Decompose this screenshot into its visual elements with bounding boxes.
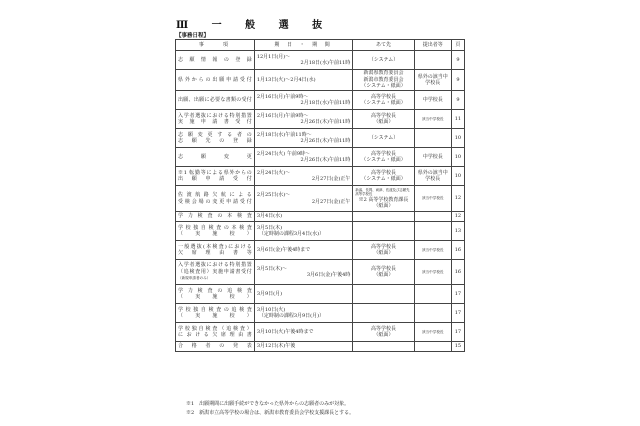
row-page: 10 <box>451 167 464 186</box>
header-destination: あて先 <box>353 40 414 51</box>
row-period <box>254 186 353 212</box>
row-destination-line: （紙面） <box>373 272 394 278</box>
row-period <box>254 129 353 148</box>
row-period-line: （定時制の課程3月4日(水)） <box>258 231 325 237</box>
row-destination <box>353 51 414 70</box>
table-row <box>176 110 465 129</box>
footnote-1: ※1 出願期間に出願手続ができなかった県外からの志願者のみが対象。 <box>186 401 350 407</box>
row-page: 9 <box>451 91 464 110</box>
row-destination <box>353 148 414 167</box>
row-period-line: 2月18日(水)午前11時 <box>300 60 351 66</box>
row-period-line: 2月27日(金)正午 <box>311 176 351 182</box>
row-period <box>254 285 353 304</box>
row-destination-line: 高等学校長 <box>370 325 396 332</box>
table-row <box>176 342 465 352</box>
row-destination-line: （システム・紙面） <box>361 176 406 182</box>
row-item-line: （実施校） <box>178 313 252 319</box>
row-page: 12 <box>451 212 464 222</box>
section-label: 【事務日程】 <box>176 33 210 39</box>
row-item <box>176 212 255 222</box>
row-destination-line: 高等学校長 <box>370 265 396 272</box>
row-period <box>254 51 353 70</box>
row-item-line: 学校独自検査の本検査 <box>178 224 252 231</box>
row-period-line: 3月12日(木)午後 <box>256 343 296 350</box>
row-period-line: 2月26日(木)午前11時 <box>300 119 351 125</box>
row-period-line: 2月16日(月)午前9時～ <box>256 112 309 119</box>
row-period <box>254 91 353 110</box>
row-item-line: 欠席理由書等 <box>178 250 252 256</box>
row-period <box>254 110 353 129</box>
row-page: 10 <box>451 129 464 148</box>
row-period <box>254 241 353 260</box>
row-destination <box>353 323 414 342</box>
row-period-line: 3月6日(金)午後4時 <box>306 272 351 278</box>
header-item: 事 項 <box>176 40 255 51</box>
row-item-line: 佐渡航路欠航による <box>178 192 252 199</box>
row-destination-line: （紙面） <box>373 203 394 210</box>
row-period-line: 1月13日(火)～2月4日(水) <box>256 76 316 83</box>
row-period-line: 2月18日(水)午前11時～ <box>256 131 312 138</box>
row-destination-line: （システム・紙面） <box>361 100 406 106</box>
table-row <box>176 91 465 110</box>
row-item-line: 学校独自検査（追検査） <box>178 325 252 332</box>
table-row <box>176 323 465 342</box>
table-row <box>176 304 465 323</box>
row-destination-line: 新潟市教育委員会 <box>363 76 404 83</box>
row-period-line: 3月10日(火)午後4時まで <box>256 328 314 335</box>
row-destination <box>353 91 414 110</box>
table-row <box>176 241 465 260</box>
row-period <box>254 70 353 91</box>
row-item <box>176 241 255 260</box>
row-submitter <box>414 51 451 70</box>
row-destination <box>353 304 414 323</box>
row-destination-line: （システム・紙面） <box>361 157 406 163</box>
table-row <box>176 148 465 167</box>
row-submitter: 該当中学校長 <box>414 323 451 342</box>
row-destination <box>353 186 414 212</box>
row-item-line: 学力検査の追検査 <box>178 287 252 294</box>
row-item-line: （新規申請者のみ） <box>178 276 211 281</box>
row-item <box>176 70 255 91</box>
row-period <box>254 212 353 222</box>
row-submitter: 中学校長 <box>414 91 451 110</box>
row-period-line: 12月1日(月)～ <box>256 53 291 60</box>
header-period: 期 日 ・ 期 間 <box>254 40 353 51</box>
row-period-line: 2月25日(水)～ <box>256 192 291 199</box>
row-destination-line: 高等学校長 <box>370 169 396 176</box>
row-item <box>176 148 255 167</box>
row-page: 10 <box>451 148 464 167</box>
row-page: 12 <box>451 186 464 212</box>
row-period-line: 3月5日(木)～ <box>256 265 288 272</box>
row-submitter: 県外の該当中学校長 <box>414 167 451 186</box>
row-item <box>176 91 255 110</box>
row-period <box>254 304 353 323</box>
row-item <box>176 186 255 212</box>
row-item-line: （実施校） <box>178 231 252 237</box>
row-submitter: 中学校長 <box>414 148 451 167</box>
row-item <box>176 110 255 129</box>
footnote-2: ※2 新潟市立高等学校の場合は、新潟市教育委員会学校支援課長とする。 <box>186 410 355 416</box>
row-period <box>254 167 353 186</box>
row-item-line: 入学者選抜における特別措置 <box>178 112 252 119</box>
row-item-line: 一般選抜(本検査)における <box>178 243 252 250</box>
row-period <box>254 260 353 285</box>
row-submitter <box>414 285 451 304</box>
row-destination-line: 新潟県教育委員会 <box>363 70 404 77</box>
row-destination-line: （紙面） <box>373 119 394 125</box>
row-destination-line: （紙面） <box>373 250 394 256</box>
row-page: 15 <box>451 342 464 352</box>
row-item-line: における欠席理由書 <box>178 332 252 338</box>
row-item <box>176 129 255 148</box>
row-item <box>176 304 255 323</box>
table-header-row <box>176 40 465 51</box>
row-item-line: 出願申請受付 <box>178 176 252 182</box>
row-destination <box>353 285 414 304</box>
row-item <box>176 167 255 186</box>
table-row <box>176 129 465 148</box>
row-destination <box>353 260 414 285</box>
row-period <box>254 222 353 241</box>
row-period-line: 2月24日(火) 午前9時～ <box>256 150 311 157</box>
section-title: Ⅲ 一 般 選 抜 <box>176 20 333 31</box>
row-item <box>176 51 255 70</box>
table-row <box>176 222 465 241</box>
header-page: 頁 <box>451 40 464 51</box>
row-item-line: 実施申請書受付 <box>178 119 252 125</box>
row-submitter <box>414 304 451 323</box>
row-item-line: 県外からの出願申請受付 <box>178 76 252 83</box>
row-destination <box>353 110 414 129</box>
row-item-line: 入学者選抜における特別措置 <box>178 262 252 269</box>
row-item-line: 志願先の登録 <box>178 138 252 144</box>
row-period <box>254 323 353 342</box>
row-submitter: 該当中学校長 <box>414 110 451 129</box>
row-page: 9 <box>451 51 464 70</box>
row-period <box>254 342 353 352</box>
row-item-line: 志願変更 <box>178 153 252 160</box>
row-item <box>176 323 255 342</box>
row-destination <box>353 222 414 241</box>
row-page: 17 <box>451 285 464 304</box>
row-destination-line: 高等学校長 <box>370 112 396 119</box>
row-period-line: 2月26日(木)午前11時 <box>300 157 351 163</box>
table-row <box>176 70 465 91</box>
table-row <box>176 51 465 70</box>
row-destination-line: 新潟、長岡、両津、佐渡及び志願先高等学校長 <box>355 187 410 197</box>
table-row <box>176 212 465 222</box>
row-item <box>176 222 255 241</box>
row-destination-line: 高等学校長 <box>370 93 396 100</box>
row-period-line: 3月4日(水) <box>256 213 283 220</box>
row-page: 17 <box>451 304 464 323</box>
row-submitter <box>414 222 451 241</box>
row-period-line: 2月16日(月)午前9時～ <box>256 93 309 100</box>
row-period-line: （定時制の課程3月9日(月)） <box>258 313 325 319</box>
row-destination <box>353 342 414 352</box>
row-destination-line: （システム） <box>368 134 399 141</box>
row-page: 16 <box>451 260 464 285</box>
row-destination <box>353 70 414 91</box>
row-item-line: 志願情報の登録 <box>178 56 252 63</box>
row-destination-line: （システム） <box>368 56 399 63</box>
row-period-line: 2月27日(金)正午 <box>311 198 351 205</box>
row-item-line: 出願、出願に必要な書類の受付 <box>178 96 252 103</box>
table-row <box>176 285 465 304</box>
row-page: 17 <box>451 323 464 342</box>
row-page: 13 <box>451 222 464 241</box>
row-page: 11 <box>451 110 464 129</box>
row-period-line: 3月5日(木) <box>256 224 283 231</box>
row-item <box>176 342 255 352</box>
table-row <box>176 167 465 186</box>
row-item-line: （追検査用）実施申請書受付 <box>178 268 252 275</box>
row-submitter <box>414 212 451 222</box>
row-page: 16 <box>451 241 464 260</box>
row-submitter: 該当中学校長 <box>414 241 451 260</box>
schedule-table <box>175 39 465 352</box>
row-item-line: （実施校） <box>178 294 252 300</box>
row-destination-line: ※2 高等学校教育課長 <box>358 196 409 203</box>
row-item-line: 志願変更する者の <box>178 131 252 138</box>
row-destination-line: （紙面） <box>373 332 394 338</box>
table-row <box>176 260 465 285</box>
row-submitter <box>414 342 451 352</box>
row-page: 9 <box>451 70 464 91</box>
row-destination <box>353 167 414 186</box>
row-destination-line: （システム・紙面） <box>361 83 406 90</box>
row-period-line: 3月6日(金)午後4時まで <box>256 246 311 253</box>
row-submitter <box>414 129 451 148</box>
row-destination-line: 高等学校長 <box>370 150 396 157</box>
header-submitter: 提出者等 <box>414 40 451 51</box>
row-item-line: 学力検査の本検査 <box>178 213 252 220</box>
row-destination-line: 高等学校長 <box>370 243 396 250</box>
row-item-line: 合格者の発表 <box>178 343 252 350</box>
row-submitter: 県外の該当中学校長 <box>414 70 451 91</box>
row-period-line: 2月18日(水)午前11時 <box>300 100 351 106</box>
row-period-line: 2月24日(火)～ <box>256 169 291 176</box>
row-submitter: 該当中学校長 <box>414 260 451 285</box>
row-destination <box>353 241 414 260</box>
row-item-line: 学校独自検査の追検査 <box>178 306 252 313</box>
row-period-line: 3月9日(月) <box>256 290 283 297</box>
row-period-line: 2月26日(木)午前11時 <box>300 138 351 144</box>
row-item <box>176 285 255 304</box>
row-submitter: 該当中学校長 <box>414 186 451 212</box>
row-period <box>254 148 353 167</box>
row-item-line: 受検会場の変更申請受付 <box>178 198 252 205</box>
row-item <box>176 260 255 285</box>
row-period-line: 3月10日(火) <box>256 306 286 313</box>
row-item-line: ※1 転勤等による県外からの <box>178 169 252 176</box>
table-row <box>176 186 465 212</box>
row-destination <box>353 129 414 148</box>
row-destination <box>353 212 414 222</box>
